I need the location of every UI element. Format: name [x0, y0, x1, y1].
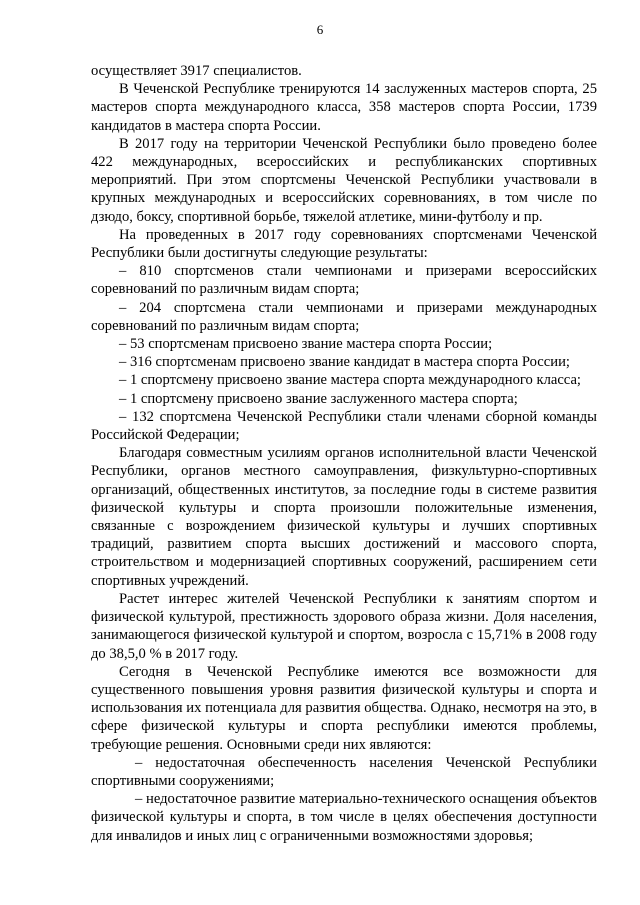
list-item: – 1 спортсмену присвоено звание мастера спорта международного класса; [119, 372, 581, 389]
list-item: – 316 спортсменам присвоено звание кандидат в мастера спорта России; [119, 354, 570, 371]
paragraph: На проведенных в 2017 году соревнованиях спортсменами Чеченской Республики были достигнуты следующие результаты: [91, 226, 597, 262]
list-item: – недостаточное развитие материально-технического оснащения объектов физической культуры и спорта, в том числе в целях обеспечения доступности для инвалидов и иных лиц с ограниченными возможностями здоровья; [91, 791, 597, 844]
page-number: 6 [316, 22, 324, 37]
list-item: – 132 спортсмена Чеченской Республики стали членами сборной команды Российской Федерации; [91, 408, 597, 444]
list-item: – 204 спортсмена стали чемпионами и призерами международных соревнований по различным видам спорта; [91, 299, 597, 334]
paragraph: Растет интерес жителей Чеченской Республики к занятиям спортом и физической культурой, престижность здорового образа жизни. Доля населения, занимающегося физической культурой и спортом, возросла с 15,71% в 2008 году до 38,5,0 % в 2017 году. [91, 590, 597, 662]
paragraph: Сегодня в Чеченской Республике имеются все возможности для существенного повышения уровня развития физической культуры и спорта и использования их потенциала для развития общества. Однако, несмотря на это, в сфере физической культуры и спорта республики имеются проблемы, требующие решения. Основными среди них являются: [91, 663, 597, 753]
body-text [91, 62, 597, 845]
list-item: – 810 спортсменов стали чемпионами и призерами всероссийских соревнований по различным видам спорта; [91, 263, 597, 298]
list-item: – недостаточная обеспеченность населения Чеченской Республики спортивными сооружениями; [91, 754, 597, 789]
list-item: – 1 спортсмену присвоено звание заслуженного мастера спорта; [119, 390, 518, 407]
paragraph: осуществляет 3917 специалистов. [91, 63, 302, 79]
paragraph: Благодаря совместным усилиям органов исполнительной власти Чеченской Республики, органов местного самоуправления, физкультурно-спортивных организаций, общественных институтов, за последние годы в системе развития физической культуры и спорта произошли положительные изменения, связанные с возрождением физической культуры и лучших спортивных традиций, развитием спорта высших достижений и массового спорта, строительством и модернизацией спортивных сооружений, расширением сети спортивных учреждений. [91, 445, 597, 589]
paragraph: В Чеченской Республике тренируются 14 заслуженных мастеров спорта, 25 мастеров спорта международного класса, 358 мастеров спорта России, 1739 кандидатов в мастера спорта России. [91, 81, 597, 134]
list-item: – 53 спортсменам присвоено звание мастера спорта России; [119, 336, 493, 353]
paragraph: В 2017 году на территории Чеченской Республики было проведено более 422 международных, всероссийских и республиканских спортивных мероприятий. При этом спортсмены Чеченской Республики участвовали в крупных международных и всероссийских соревнованиях, в том числе по дзюдо, боксу, спортивной борьбе, тяжелой атлетике, мини-футболу и пр. [91, 135, 597, 225]
